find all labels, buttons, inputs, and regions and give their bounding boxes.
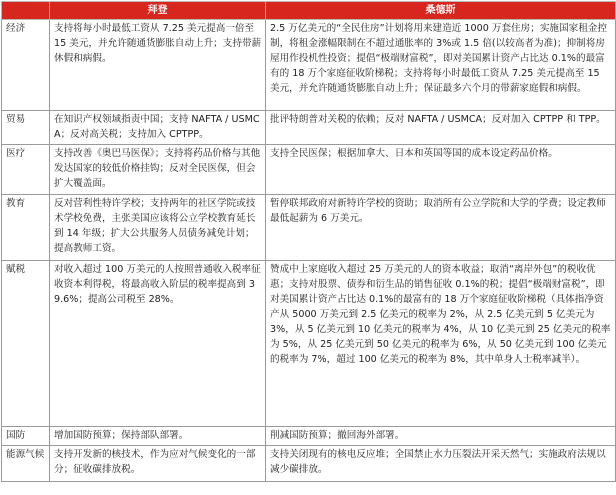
biden-cell: 支持开发新的核技术，作为应对气候变化的一部分；征收碳排放税。 xyxy=(50,446,266,482)
sanders-cell: 支持关闭现有的核电反应堆；全国禁止水力压裂法开采天然气；实施政府法规以减少碳排放。 xyxy=(266,446,616,482)
sanders-cell: 2.5 万亿美元的“全民住房”计划将用来建造近 1000 万套住房；实施国家租金控制，将租金涨幅限制在不超过通胀率的 3%或 1.5 倍(以较高者为准)；抑制将房屋用作投机性投资；提倡“极端财富税”，即对美国累计资产占比达 0.1%的最富有的 18 万个家庭征收阶梯税；支持将每小时最低工资从 7.25 美元提高至 15 美元，并允许随通货膨胀自动上升；保证最多六个月的带薪家庭假和病假。 xyxy=(266,20,616,111)
biden-cell: 增加国防预算；保持部队部署。 xyxy=(50,427,266,446)
sanders-cell: 支持全民医保；根据加拿大、日本和英国等国的成本设定药品价格。 xyxy=(266,145,616,195)
row-topic: 教育 xyxy=(2,195,50,261)
sanders-cell: 削减国防预算；撤回海外部署。 xyxy=(266,427,616,446)
sanders-header: 桑德斯 xyxy=(266,2,616,20)
sanders-cell: 暂停联邦政府对新特许学校的资助；取消所有公立学院和大学的学费；设定教师最低起薪为 6 万美元。 xyxy=(266,195,616,261)
row-topic: 赋税 xyxy=(2,261,50,427)
biden-header: 拜登 xyxy=(50,2,266,20)
topic-header xyxy=(2,2,50,20)
table-row xyxy=(2,111,616,145)
table-row xyxy=(2,20,616,111)
table-row xyxy=(2,261,616,427)
row-topic: 国防 xyxy=(2,427,50,446)
biden-cell: 对收入超过 100 万美元的人按照普通收入税率征收资本利得税，将最高收入阶层的税率提高到 39.6%；提高公司税至 28%。 xyxy=(50,261,266,427)
table-row xyxy=(2,427,616,446)
sanders-cell: 批评特朗普对关税的依赖；反对 NAFTA / USMCA；反对加入 CPTPP 和 TPP。 xyxy=(266,111,616,145)
header-row xyxy=(2,2,616,20)
policy-comparison-table xyxy=(1,1,616,482)
table-row xyxy=(2,145,616,195)
row-topic: 医疗 xyxy=(2,145,50,195)
biden-cell: 支持将每小时最低工资从 7.25 美元提高一倍至 15 美元，并允许随通货膨胀自动上升；支持带薪休假和病假。 xyxy=(50,20,266,111)
row-topic: 贸易 xyxy=(2,111,50,145)
sanders-cell: 赞成中上家庭收入超过 25 万美元的人的资本收益；取消“离岸外包”的税收优惠；支持对股票、债券和衍生品的销售征收 0.1%的税；提倡“极端财富税”，即对美国累计资产占比达 0.1%的最富有的 18 万个家庭征收阶梯税（具体指净资产从 5000 万美元到 2.5 亿美元的税率为 2%，从 2.5 亿美元到 5 亿美元为 3%，从 5 亿美元到 10 亿美元的税率为 4%，从 10 亿美元到 25 亿美元的税率为 5%，从 25 亿美元到 50 亿美元的税率为 6%，从 50 亿美元到 100 亿美元的税率为 7%，超过 100 亿美元的税率为 8%，其中单身人士税率减半）。 xyxy=(266,261,616,427)
biden-cell: 在知识产权领域指责中国；支持 NAFTA / USMCA；反对高关税；支持加入 CPTPP。 xyxy=(50,111,266,145)
biden-cell: 反对营利性特许学校；支持两年的社区学院或技术学校免费，主张美国应该将公立学校教育延长到 14 年级；扩大公共服务人员债务减免计划；提高教师工资。 xyxy=(50,195,266,261)
table-row xyxy=(2,446,616,482)
table-row xyxy=(2,195,616,261)
row-topic: 能源气候 xyxy=(2,446,50,482)
row-topic: 经济 xyxy=(2,20,50,111)
biden-cell: 支持改善《奥巴马医保》；支持将药品价格与其他发达国家的较低价格挂钩；反对全民医保，但会扩大覆盖面。 xyxy=(50,145,266,195)
